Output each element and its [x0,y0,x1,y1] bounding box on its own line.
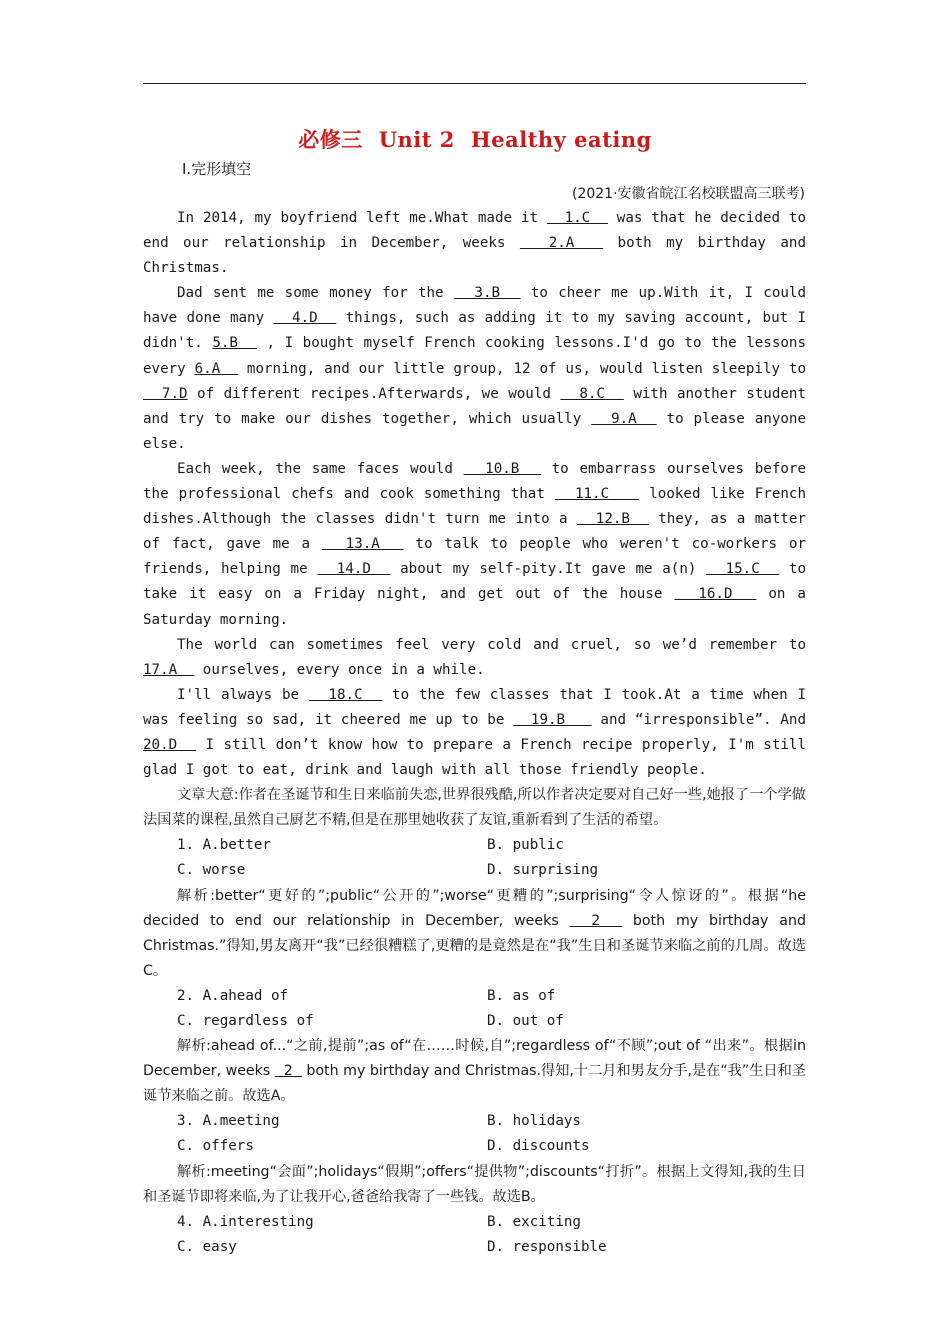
passage-paragraph-4: The world can sometimes feel very cold and cruel, so we’d remember to 17.A ourselves, every once in a while. [143,636,806,678]
option-d: D. surprising [487,862,599,879]
option-a: 3. A.meeting [177,1113,280,1130]
blank-answer: 12.B [577,511,649,528]
option-b: B. holidays [487,1113,581,1130]
question-4-options-row2 [143,1235,806,1260]
option-d: D. out of [487,1013,564,1029]
question-4-options-row1 [143,1210,806,1235]
blank-answer: 6.A [194,360,239,377]
option-b: B. exciting [487,1213,581,1230]
question-3-options-row1 [143,1109,806,1134]
blank-answer: 15.C [706,561,780,578]
question-2-options-row2 [143,1009,806,1034]
top-rule [143,83,806,84]
option-d: D. responsible [487,1238,607,1255]
blank-answer: 2.A [519,235,604,252]
blank-answer: 9.A [591,410,657,427]
blank-ref: 2 [569,912,623,929]
question-2-explanation: 解析:ahead of...“之前,提前”;as of“在……时候,自”;regardless of“不顾”;out of “出来”。根据in December, weeks 2 both my birthday and Christmas.得知,十二月和男友分手,是在“我”生日和圣诞节来临之前。故选A。 [143,1038,806,1105]
question-3-options-row2 [143,1134,806,1159]
option-a: 4. A.interesting [177,1213,314,1230]
blank-answer: 7.D [143,385,188,402]
title-part2: Unit 2 [378,127,455,152]
title-part1: 必修三 [298,127,363,152]
section-heading: Ⅰ.完形填空 [182,160,252,178]
option-c: C. easy [177,1238,237,1255]
blank-answer: 13.A [321,536,404,553]
blank-ref: 2 [274,1063,302,1080]
page-title [0,124,950,154]
blank-answer: 11.C [554,486,640,503]
blank-answer: 5.B [212,335,258,352]
passage-paragraph-3: Each week, the same faces would 10.B to embarrass ourselves before the professional chefs and cook something that 11.C looked like French dishes.Although the classes didn't turn me into a 12.B they, as a matter of fact, gave me a 13.A to talk to people who weren't co-workers or friends, helping me 14.D about my self-pity.It gave me a(n) 15.C to take it easy on a Friday night, and get out of the house 16.D on a Saturday morning. [143,460,807,628]
title-part3: Healthy eating [470,127,652,152]
passage-paragraph-2: Dad sent me some money for the 3.B to cheer me up.With it, I could have done many 4.D things, such as adding it to my saving account, but I didn't. 5.B , I bought myself French cooking lessons.I'd go to the lessons every 6.A morning, and our little group, 12 of us, would listen sleepily to 7.D of different recipes.Afterwards, we would 8.C with another student and try to make our dishes together, which usually 9.A to please anyone else. [143,285,807,452]
option-d: D. discounts [487,1138,590,1155]
document-body [143,206,806,1260]
passage-paragraph-1: In 2014, my boyfriend left me.What made it 1.C was that he decided to end our relationship in December, weeks 2.A both my birthday and Christmas. [143,210,806,277]
blank-answer: 3.B [453,285,521,302]
blank-answer: 20.D [143,736,197,753]
passage-paragraph-5: I'll always be 18.C to the few classes that I took.At a time when I was feeling so sad, it cheered me up to be 19.B and “irresponsible”. And 20.D I still don’t know how to prepare a French recipe properly, I'm still glad I got to eat, drink and laugh with all those friendly people. [143,686,807,779]
question-3-explanation: 解析:meeting“会面”;holidays“假期”;offers“提供物”;discounts“打折”。根据上文得知,我的生日和圣诞节即将来临,为了让我开心,爸爸给我寄了一些钱。故选B。 [143,1163,806,1205]
blank-answer: 14.D [317,561,391,578]
blank-answer: 19.B [513,711,592,728]
source-note: (2021·安徽省皖江名校联盟高三联考) [571,186,805,202]
blank-answer: 10.B [463,460,541,477]
blank-answer: 16.D [674,586,757,603]
summary-paragraph: 文章大意:作者在圣诞节和生日来临前失恋,世界很残酷,所以作者决定要对自己好一些,她报了一个学做法国菜的课程,虽然自己厨艺不精,但是在那里她收获了友谊,重新看到了生活的希望。 [143,787,806,829]
option-b: B. as of [487,987,556,1004]
option-c: C. offers [177,1138,254,1155]
blank-answer: 17.A [143,661,195,678]
option-a: 2. A.ahead of [177,987,289,1004]
option-b: B. public [487,837,564,854]
option-c: C. worse [177,862,246,879]
blank-answer: 4.D [273,310,337,327]
question-1-explanation: 解析:better“更好的”;public“公开的”;worse“更糟的”;surprising“令人惊讶的”。根据“he decided to end our relationship in December, weeks 2 both my birthday and Christmas.”得知,男友离开“我”已经很糟糕了,更糟的是竟然是在“我”生日和圣诞节来临之前的几周。故选C。 [143,887,806,979]
blank-answer: 18.C [308,686,383,703]
option-c: C. regardless of [177,1013,314,1029]
blank-answer: 1.C [546,210,608,226]
question-1-options-row2 [143,858,806,883]
option-a: 1. A.better [177,837,271,854]
question-1-options-row1 [143,833,806,858]
blank-answer: 8.C [560,385,624,402]
question-2-options-row1 [143,984,806,1009]
